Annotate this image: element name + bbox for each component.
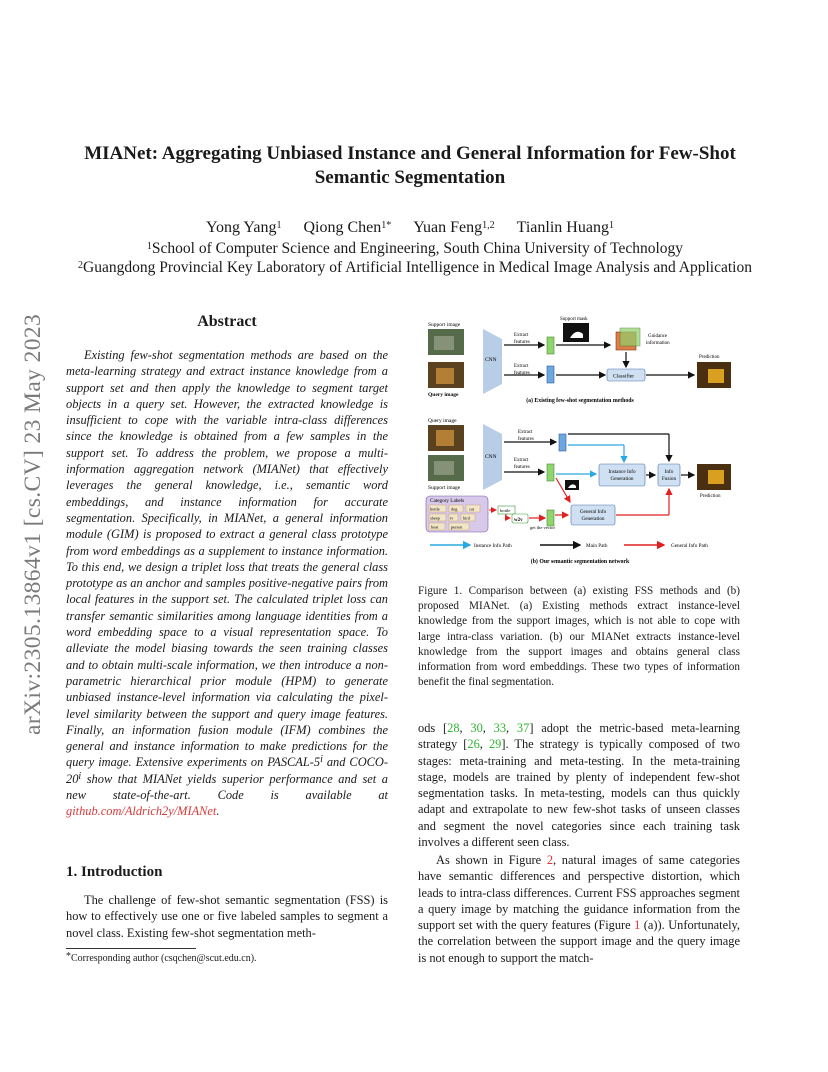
svg-text:Extract: Extract: [518, 430, 533, 435]
title-line-2: Semantic Segmentation: [314, 167, 506, 188]
svg-text:General Info: General Info: [579, 509, 607, 515]
author-list: [60, 218, 760, 238]
svg-text:Extract: Extract: [514, 333, 529, 338]
svg-text:Query image: Query image: [428, 418, 457, 424]
svg-text:bottle: bottle: [500, 508, 511, 513]
fig-label-query: Query image: [428, 392, 459, 398]
feature-map: [547, 464, 554, 481]
feature-map: [547, 366, 554, 383]
svg-text:Info: Info: [664, 469, 674, 475]
footnote: *Corresponding author (csqchen@scut.edu.cn).: [66, 951, 257, 964]
abstract-heading: Abstract: [197, 313, 257, 330]
figure-caption: Figure 1. Comparison between (a) existing FSS methods and (b) proposed MIANet. (a) Existing methods extract instance-level knowledge from the support images, which is not able to cope with large intra-class variation. (b) our MIANet extracts instance-level knowledge from the support images and obtains general class information from word embeddings. These two types of information benefit the final segmentation.: [418, 585, 740, 689]
author: Qiong Chen$^{1*}$: [303, 219, 392, 236]
author: Yuan Feng$^{1,2}$: [413, 219, 495, 236]
right-paragraph-1: ods [28, 30, 33, 37] adopt the metric-based meta-learning strategy [26, 29]. The strategy is typically composed of two stages: meta-training and meta-testing. In the meta-training stage, models are trained by plenty of independent few-shot segmentation tasks. In meta-testing, models can thus quickly adapt and extrapolate to new few-shot tasks of unseen classes and segment the novel categories since each training task involves a different seen class.: [418, 721, 740, 850]
info-fusion: [658, 464, 680, 486]
svg-text:Guidance: Guidance: [648, 334, 668, 339]
instance-info-generation: [599, 464, 645, 486]
svg-text:features: features: [514, 371, 530, 376]
citation[interactable]: 28: [447, 721, 460, 735]
svg-text:Classifier: Classifier: [613, 373, 635, 380]
svg-text:dog: dog: [451, 506, 458, 512]
legend-main: Main Path: [586, 543, 608, 549]
svg-text:CNN: CNN: [485, 454, 497, 460]
general-info-generation: [571, 505, 615, 525]
svg-text:Generation: Generation: [610, 476, 634, 482]
svg-text:features: features: [514, 340, 530, 345]
svg-text:Instance Info: Instance Info: [608, 469, 636, 475]
right-paragraph-2: As shown in Figure 2, natural images of same categories have semantic differences and perspective distortion, which leads to intra-class differences. Current FSS approaches segment a query image by matching the guidance information from the support set with the query features (Figure 1 (a)). Unfortunately, the correlation between the support image and the query image is not enough to support the match-: [418, 853, 741, 965]
affiliation: $^1$School of Computer Science and Engineering, South China University of Technology: [146, 240, 684, 257]
svg-text:person: person: [451, 524, 463, 530]
abstract-body: Existing few-shot segmentation methods are based on the meta-learning strategy and extract instance knowledge from a support set and then apply the knowledge to segment target objects in a query set. However, the extracted knowledge is insufficient to cope with the variable intra-class differences since the knowledge is obtained from a few samples in the support set. To address the problem, we propose a multi-information aggregation network (MIANet) that effectively leverages the general knowledge, i.e., semantic word embeddings, and instance information for accurate segmentation. Specifically, in MIANet, a general information module (GIM) is proposed to extract a general class prototype from word embeddings as a supplement to instance information. To this end, we design a triplet loss that treats the general class prototype as an anchor and samples positive-negative pairs from local features in the support set. The calculated triplet loss can transfer semantic similarities among language identities from a word embedding space to a visual representation space. To alleviate the model biasing towards the seen training classes and to obtain multi-scale information, we then introduce a non-parametric hierarchical prior module (HPM) to generate unbiased instance-level information via calculating the pixel-level similarity between the support and query image features. Finally, an information fusion module (IFM) combines the general and instance information to make predictions for the query image. Extensive experiments on PASCAL-5$^i$ and COCO-20$^i$ show that MIANet yields superior performance and set a new state-of-the-art. Code is available at github.com/Aldrich2y/MIANet.: [66, 348, 388, 819]
svg-text:Support mask: Support mask: [560, 317, 588, 322]
svg-text:Prediction: Prediction: [700, 494, 721, 499]
svg-text:w2v: w2v: [514, 518, 523, 523]
svg-text:Category Labels: Category Labels: [430, 498, 465, 504]
citation[interactable]: 30: [470, 721, 483, 735]
svg-text:features: features: [518, 437, 534, 442]
svg-text:bird: bird: [463, 515, 470, 521]
footnote-rule: [66, 948, 196, 949]
feature-map: [559, 434, 566, 451]
feature-map: [547, 337, 554, 354]
figure-ref[interactable]: 2: [546, 853, 554, 867]
author: Tianlin Huang$^1$: [516, 219, 614, 236]
intro-paragraph: The challenge of few-shot semantic segmentation (FSS) is how to effectively use one or five labeled samples to segment a novel class. Existing few-shot segmentation meth-: [66, 893, 388, 940]
code-link[interactable]: github.com/Aldrich2y/MIANet: [66, 804, 217, 819]
affiliation: $^2$Guangdong Provincial Key Laboratory of Artificial Intelligence in Medical Image Analysis and Application: [78, 259, 752, 276]
svg-text:cat: cat: [469, 506, 475, 512]
figure-ref[interactable]: 1: [634, 918, 641, 933]
author: Yong Yang$^1$: [206, 219, 282, 236]
citation[interactable]: 37: [516, 721, 530, 735]
svg-text:boat: boat: [431, 524, 439, 530]
svg-text:Fusion: Fusion: [661, 476, 677, 482]
citation[interactable]: 33: [493, 721, 507, 735]
svg-text:sheep: sheep: [430, 515, 440, 521]
legend-general: General Info Path: [671, 543, 708, 549]
fig-label-support: Support image: [428, 322, 461, 328]
title-line-1: MIANet: Aggregating Unbiased Instance and General Information for Few-Shot: [84, 143, 736, 164]
caption-b: (b) Our semantic segmentation network: [530, 559, 630, 565]
legend-instance: Instance Info Path: [474, 543, 512, 549]
svg-text:Extract: Extract: [514, 364, 529, 369]
svg-text:features: features: [514, 465, 530, 470]
figure-1: [420, 312, 740, 570]
section-heading: 1. Introduction: [66, 864, 163, 880]
svg-text:CNN: CNN: [485, 357, 497, 363]
word-vector: [547, 510, 554, 526]
svg-text:information: information: [646, 341, 670, 346]
svg-text:Extract: Extract: [514, 458, 529, 463]
svg-text:get the vector: get the vector: [530, 525, 555, 530]
svg-text:Support image: Support image: [428, 485, 461, 491]
caption-a: (a) Existing few-shot segmentation methods: [526, 398, 634, 404]
citation[interactable]: 26: [467, 737, 480, 752]
arxiv-stamp: arXiv:2305.13864v1 [cs.CV] 23 May 2023: [20, 313, 46, 735]
svg-text:bottle: bottle: [430, 506, 440, 512]
paper-title: [60, 142, 760, 190]
svg-text:Generation: Generation: [581, 516, 605, 522]
svg-text:Prediction: Prediction: [699, 355, 720, 360]
svg-text:tv: tv: [450, 515, 454, 521]
citation[interactable]: 29: [488, 737, 502, 752]
